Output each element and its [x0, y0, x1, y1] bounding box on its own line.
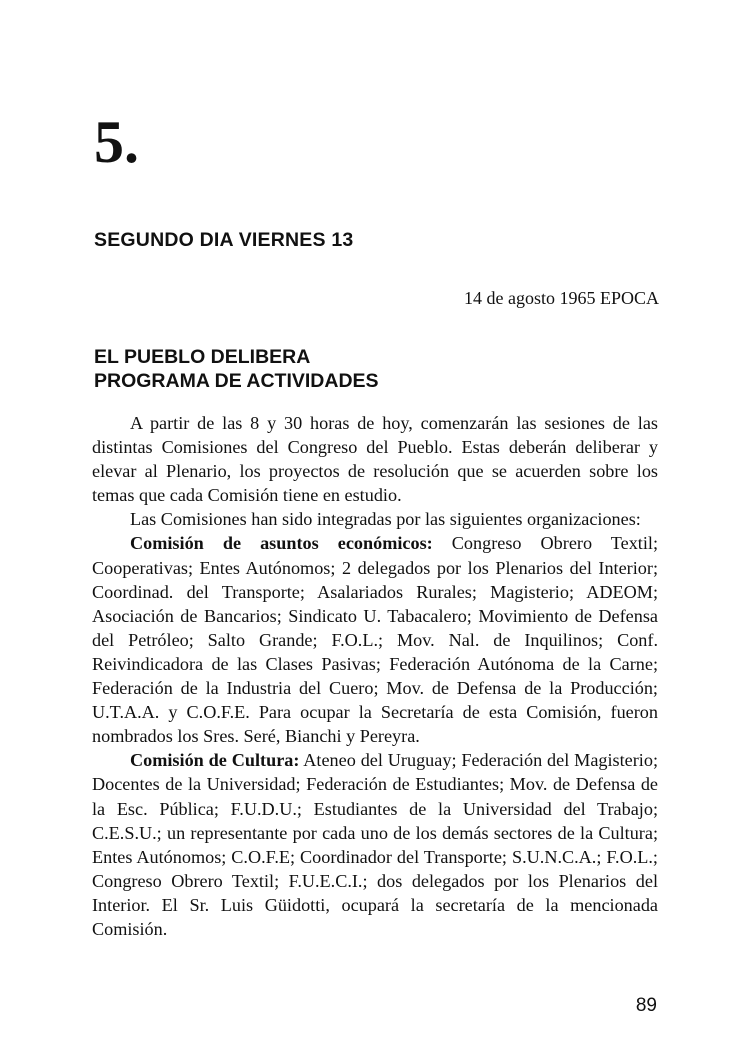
dateline: 14 de agosto 1965 EPOCA	[464, 288, 659, 308]
page-number: 89	[635, 995, 657, 1016]
paragraph-intro: A partir de las 8 y 30 horas de hoy, comenzarán las sesiones de las distintas Comisiones del Congreso del Pueblo. Estas deberán deliberar y elevar al Plenario, los proyectos de resolución que se acuerden sobre los temas que cada Comisión tiene en estudio.	[92, 413, 658, 506]
section-title-line-1: EL PUEBLO DELIBERA	[94, 346, 311, 368]
economic-commission-label: Comisión de asuntos económicos:	[130, 533, 433, 554]
culture-commission-label: Comisión de Cultura:	[130, 750, 300, 771]
body-text	[92, 411, 658, 941]
economic-commission-text: Congreso Obrero Textil; Cooperativas; Entes Autónomos; 2 delegados por los Plenarios del Interior; Coordinad. del Transporte; Asalariados Rurales; Magisterio; ADEOM; Asociación de Bancarios; Sindicato U. Tabacalero; Movimiento de Defensa del Petróleo; Salto Grande; F.O.L.; Mov. Nal. de Inquilinos; Conf. Reivindicadora de las Clases Pasivas; Federación Autónoma de la Carne; Federación de la Industria del Cuero; Mov. de Defensa de la Producción; U.T.A.A. y C.O.F.E. Para ocupar la Secretaría de esta Comisión, fueron nombrados los Sres. Seré, Bianchi y Pereyra.	[92, 533, 658, 747]
section-title	[94, 345, 379, 393]
section-title-line-2: PROGRAMA DE ACTIVIDADES	[94, 370, 379, 392]
paragraph-economic-commission	[92, 531, 658, 748]
chapter-number: 5.	[94, 109, 139, 175]
paragraph-commissions: Las Comisiones han sido integradas por las siguientes organizaciones:	[130, 509, 641, 530]
paragraph-culture-commission	[92, 748, 658, 941]
culture-commission-text: Ateneo del Uruguay; Federación del Magisterio; Docentes de la Universidad; Federación de Estudiantes; Mov. de Defensa de la Esc. Pública; F.U.D.U.; Estudiantes de la Universidad del Trabajo; C.E.S.U.; un representante por cada uno de los demás sectores de la Cultura; Entes Autónomos; C.O.F.E; Coordinador del Transporte; S.U.N.C.A.; F.O.L.; Congreso Obrero Textil; F.U.E.C.I.; dos delegados por los Plenarios del Interior. El Sr. Luis Güidotti, ocupará la secretaría de la mencionada Comisión.	[92, 750, 658, 939]
day-heading: SEGUNDO DIA VIERNES 13	[94, 229, 354, 251]
